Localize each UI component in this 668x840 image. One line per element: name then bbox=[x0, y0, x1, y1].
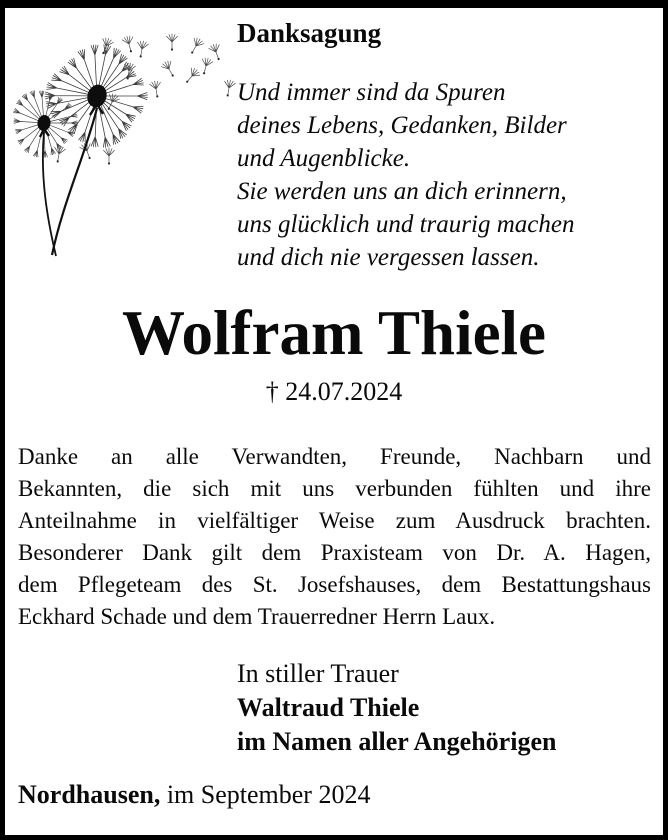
dandelion-stems bbox=[43, 108, 97, 256]
thanks-line: Anteilnahme in vielfältiger Weise zum Ausdruck brachten. bbox=[18, 508, 651, 533]
poem-line: uns glücklich und traurig machen bbox=[237, 211, 575, 238]
dandelion-illustration bbox=[7, 24, 237, 271]
signature-closing: In stiller Trauer bbox=[237, 659, 399, 688]
poem-line: und Augenblicke. bbox=[237, 145, 411, 172]
signature-on-behalf: im Namen aller Angehörigen bbox=[237, 727, 557, 756]
thanks-line: Danke an alle Verwandten, Freunde, Nachbarn und bbox=[18, 444, 651, 469]
signature-block bbox=[237, 657, 556, 759]
footer-date: im September 2024 bbox=[166, 780, 371, 809]
poem-line: Und immer sind da Spuren bbox=[237, 79, 506, 106]
memorial-poem bbox=[237, 76, 574, 274]
footer-city: Nordhausen, bbox=[18, 780, 161, 809]
footer-line bbox=[18, 780, 370, 810]
death-date: 24.07.2024 bbox=[285, 377, 403, 406]
thanks-line: Bekannten, die sich mit uns verbunden fühlten und ihre bbox=[18, 476, 651, 501]
poem-line: und dich nie vergessen lassen. bbox=[237, 244, 540, 271]
thanks-line: dem Pflegeteam des St. Josefshauses, dem Bestattungshaus bbox=[18, 572, 651, 597]
page-title: Danksagung bbox=[237, 18, 382, 48]
poem-line: deines Lebens, Gedanken, Bilder bbox=[237, 112, 567, 139]
thanks-line: Eckhard Schade und dem Trauerredner Herrn Laux. bbox=[18, 604, 496, 629]
dandelion-rays bbox=[13, 45, 147, 158]
death-date-line bbox=[5, 377, 663, 407]
deceased-name: Wolfram Thiele bbox=[121, 298, 547, 368]
thanks-paragraph bbox=[18, 441, 651, 633]
thanks-line: Besonderer Dank gilt dem Praxisteam von Dr. A. Hagen, bbox=[18, 540, 651, 565]
dagger-symbol: † bbox=[265, 377, 279, 406]
poem-line: Sie werden uns an dich erinnern, bbox=[237, 178, 567, 205]
signature-name: Waltraud Thiele bbox=[237, 693, 420, 722]
